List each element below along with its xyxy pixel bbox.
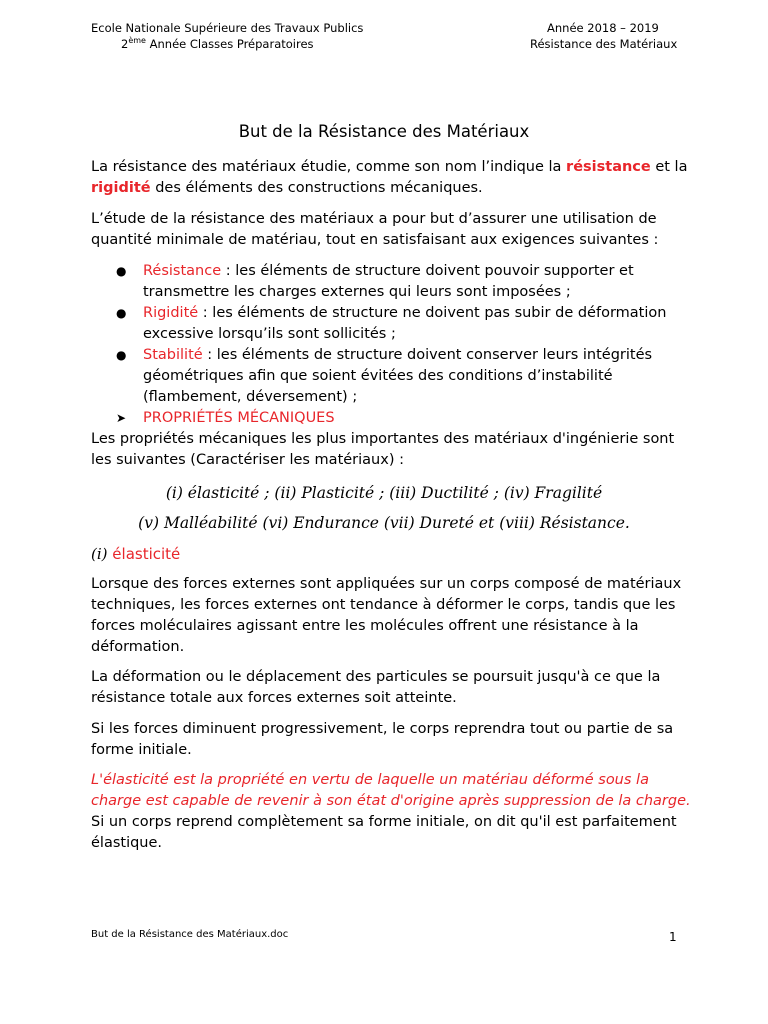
term-rigidite: rigidité [91,180,151,196]
subheading-elasticite: (i) élasticité [91,545,181,563]
bullet-icon: ● [116,348,127,362]
header-academic-year: Année 2018 – 2019 [547,21,659,35]
list-item-resistance: ● Résistance : les éléments de structure doivent pouvoir supporter et transmettre les charges externes qui leurs sont imposées ; [116,263,634,300]
header-class-year: 2ème Année Classes Préparatoires [121,36,314,51]
paragraph-forces: Lorsque des forces externes sont appliquées sur un corps composé de matériaux techniques, les forces externes ont tendance à déformer le corps, tandis que les forces moléculaires agissant entre les molécules offrent une résistance à la déformation. [91,576,682,655]
list-item-stabilite: ● Stabilité : les éléments de structure doivent conserver leurs intégrités géométriques afin que soient évitées des conditions d’instabilité (flambement, déversement) ; [116,347,653,405]
term-resistance: résistance [566,159,651,175]
intro-paragraph-2: L’étude de la résistance des matériaux a pour but d’assurer une utilisation de quantité minimale de matériau, tout en satisfaisant aux exigences suivantes : [91,211,659,248]
paragraph-definition: L'élasticité est la propriété en vertu de laquelle un matériau déformé sous la charge est capable de revenir à son état d'origine après suppression de la charge. Si un corps reprend complètement sa forme initiale, on dit qu'il est parfaitement élastique. [91,772,691,851]
section-heading-row [91,408,691,429]
bullet-icon: ● [116,264,127,278]
header-school-name: Ecole Nationale Supérieure des Travaux Publics [91,21,364,35]
arrow-bullet-icon: ➤ [116,411,127,425]
properties-intro: Les propriétés mécaniques les plus importantes des matériaux d'ingénierie sont les suivantes (Caractériser les matériaux) : [91,431,675,468]
requirements-list [91,261,691,471]
paragraph-deformation: La déformation ou le déplacement des particules se poursuit jusqu'à ce que la résistance totale aux forces externes soit atteinte. [91,669,661,706]
definition-elasticite: L'élasticité est la propriété en vertu de laquelle un matériau déformé sous la charge est capable de revenir à son état d'origine après suppression de la charge. [91,772,691,809]
header-course-name: Résistance des Matériaux [530,37,678,51]
bullet-icon: ● [116,306,127,320]
properties-formula-line-2: (v) Malléabilité (vi) Endurance (vii) Dureté et (viii) Résistance. [138,514,630,532]
page-title: But de la Résistance des Matériaux [238,122,530,141]
footer-filename: But de la Résistance des Matériaux.doc [91,929,289,940]
section-heading: PROPRIÉTÉS MÉCANIQUES [143,410,335,426]
intro-paragraph-1: La résistance des matériaux étudie, comme son nom l’indique la résistance et la rigidité des éléments des constructions mécaniques. [91,159,688,196]
paragraph-diminution: Si les forces diminuent progressivement, le corps reprendra tout ou partie de sa forme initiale. [91,721,674,758]
footer-page-number: 1 [669,930,677,944]
properties-formula-line-1: (i) élasticité ; (ii) Plasticité ; (iii) Ductilité ; (iv) Fragilité [165,484,603,502]
list-item-rigidite: ● Rigidité : les éléments de structure ne doivent pas subir de déformation excessive lorsqu’ils sont sollicités ; [116,305,667,342]
